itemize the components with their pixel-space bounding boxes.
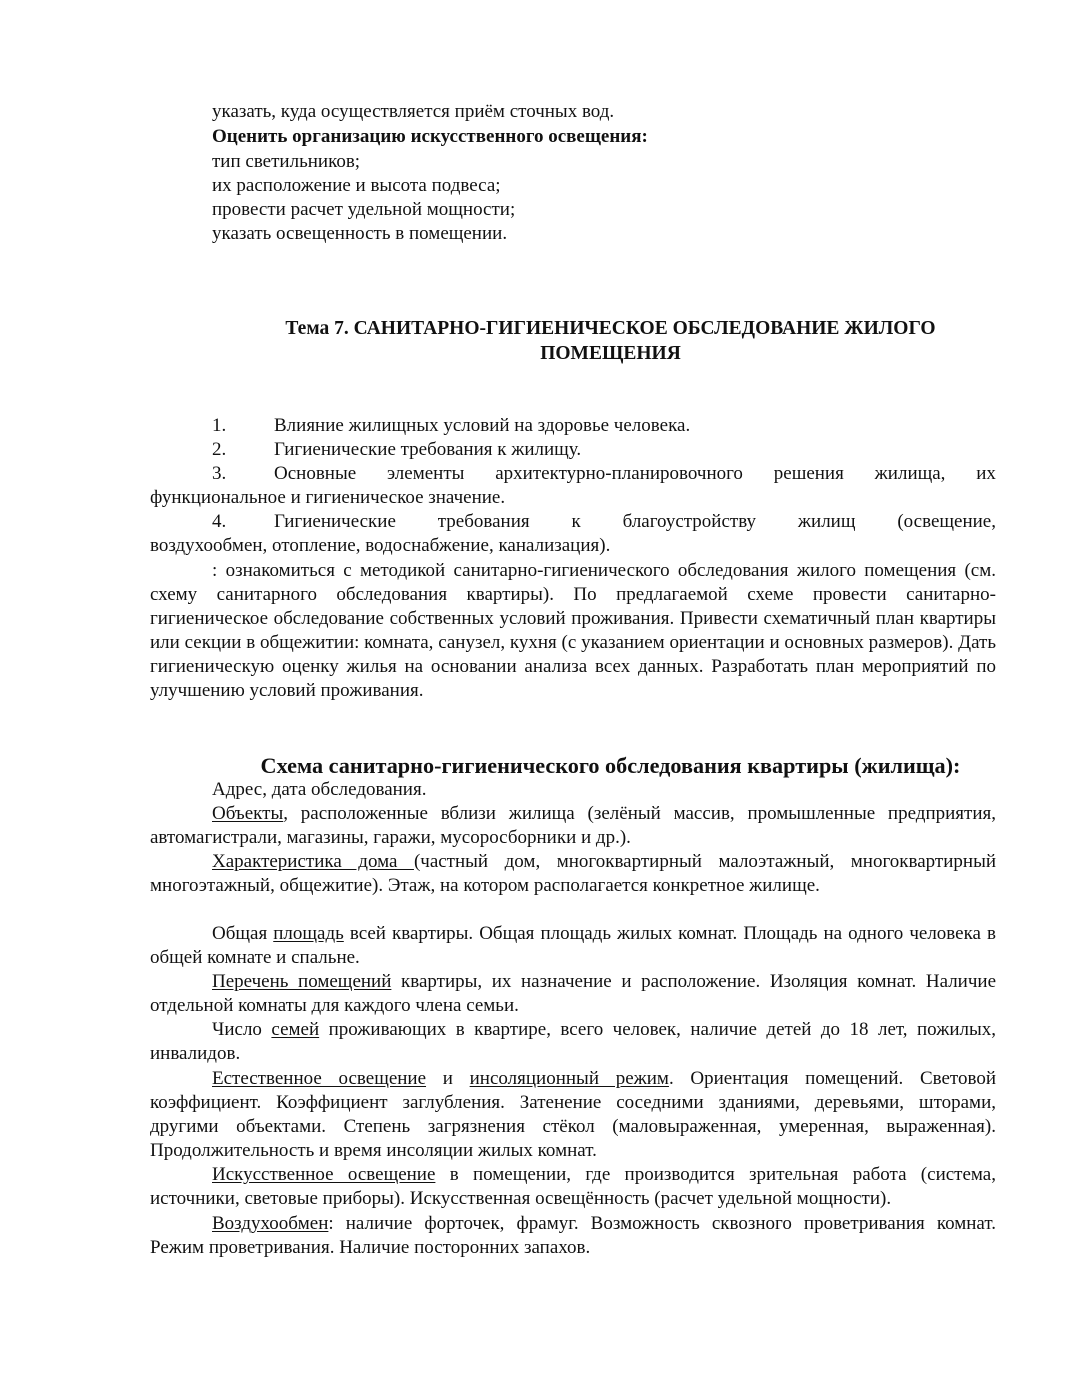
scheme-text: . Ориентация помещений. Световой коэффициент. Коэффициент заглубления. Затенение соседними зданиями, деревьями, шторами, другими объектами. Степень загрязнения стёкол (маловыраженная, умеренная, выраженная). Продолжительность и время инсоляции жилых комнат. xyxy=(150,1068,996,1161)
scheme-text: , расположенные вблизи жилища (зелёный массив, промышленные предприятия, автомагистрали, магазины, гаражи, мусоросборники и др.). xyxy=(150,803,996,848)
scheme-artificial-light xyxy=(150,1163,996,1211)
scheme-text: проживающих в квартире, всего человек, наличие детей до 18 лет, пожилых, инвалидов. xyxy=(150,1019,996,1064)
word: архитектурно-планировочного xyxy=(495,463,743,484)
list-text-cont: функциональное и гигиеническое значение. xyxy=(150,487,506,508)
list-item xyxy=(0,510,1071,558)
scheme-text: Общая xyxy=(212,923,274,944)
list-number: 2. xyxy=(212,439,227,460)
list-item xyxy=(0,414,1071,438)
term: площадь xyxy=(273,923,344,944)
scheme-air-exchange xyxy=(150,1212,996,1260)
text-line: указать освещенность в помещении. xyxy=(212,223,508,244)
word: Гигиенические xyxy=(274,511,396,532)
scheme-text: квартиры, их назначение и расположение. Изоляция комнат. Наличие отдельной комнаты для каждого члена семьи. xyxy=(150,971,996,1016)
word: Основные xyxy=(274,463,357,484)
scheme-house xyxy=(150,850,996,898)
scheme-text: в помещении, где производится зрительная работа (система, источники, световые приборы). Искусственная освещённость (расчет удельной мощности). xyxy=(150,1164,996,1209)
word: к xyxy=(571,511,581,532)
word: жилищ xyxy=(797,511,856,532)
scheme-objects xyxy=(150,802,996,850)
scheme-text: Число xyxy=(212,1019,272,1040)
term: Характеристика дома xyxy=(212,851,414,872)
scheme-area xyxy=(150,922,996,970)
text-line: провести расчет удельной мощности; xyxy=(212,199,516,220)
text-line: их расположение и высота подвеса; xyxy=(212,175,501,196)
term: семей xyxy=(271,1019,320,1040)
term: Искусственное освещение xyxy=(212,1164,436,1185)
term: Воздухообмен xyxy=(212,1213,329,1234)
scheme-families xyxy=(150,1018,996,1066)
list-item xyxy=(0,462,1071,510)
term: Объекты xyxy=(212,803,284,824)
list-number: 4. xyxy=(212,511,227,532)
text-line: указать, куда осуществляется приём сточных вод. xyxy=(212,101,615,122)
topic-title xyxy=(150,316,1071,366)
word: элементы xyxy=(387,463,465,484)
topic-title-line: ПОМЕЩЕНИЯ xyxy=(540,343,681,364)
list-number: 1. xyxy=(212,415,227,436)
word: требования xyxy=(437,511,530,532)
list-item xyxy=(0,438,1071,462)
term: Естественное освещение xyxy=(212,1068,427,1089)
scheme-title: Схема санитарно-гигиенического обследования квартиры (жилища): xyxy=(260,753,961,778)
word: жилища, xyxy=(874,463,946,484)
list-text: Гигиенические требования к жилищу. xyxy=(274,439,582,460)
list-text: Влияние жилищных условий на здоровье человека. xyxy=(274,415,691,436)
scheme-rooms xyxy=(150,970,996,1018)
list-text xyxy=(274,462,996,486)
word: благоустройству xyxy=(622,511,757,532)
list-text-cont: воздухообмен, отопление, водоснабжение, канализация). xyxy=(150,535,611,556)
topic-title-line: Тема 7. САНИТАРНО-ГИГИЕНИЧЕСКОЕ ОБСЛЕДОВАНИЕ ЖИЛОГО xyxy=(285,318,936,339)
scheme-text: : наличие форточек, фрамуг. Возможность сквозного проветривания комнат. Режим проветривания. Наличие посторонних запахов. xyxy=(150,1213,996,1258)
section-heading: Оценить организацию искусственного освещения: xyxy=(212,126,648,147)
term: Перечень помещений xyxy=(212,971,392,992)
scheme-text: (частный дом, многоквартирный малоэтажный, многоквартирный многоэтажный, общежитие). Этаж, на котором располагается конкретное жилище. xyxy=(150,851,996,896)
scheme-text: всей квартиры. Общая площадь жилых комнат. Площадь на одного человека в общей комнате и спальне. xyxy=(150,923,996,968)
word: их xyxy=(976,463,996,484)
scheme-text: и xyxy=(426,1068,470,1089)
task-paragraph xyxy=(150,559,996,703)
list-text xyxy=(274,510,996,534)
term: инсоляционный режим xyxy=(469,1068,669,1089)
word: (освещение, xyxy=(897,511,996,532)
scheme-natural-light xyxy=(150,1067,996,1163)
text-line: тип светильников; xyxy=(212,151,361,172)
word: решения xyxy=(773,463,844,484)
task-prefix: : xyxy=(212,560,218,581)
scheme-address: Адрес, дата обследования. xyxy=(212,779,427,800)
task-text: ознакомиться с методикой санитарно-гигиенического обследования жилого помещения (см. схему санитарного обследования квартиры). По предлагаемой схеме провести санитарно-гигиеническое обследование собственных условий проживания. Привести схематичный план квартиры или секции в общежитии: комната, санузел, кухня (с указанием ориентации и основных размеров). Дать гигиеническую оценку жилья на основании анализа всех данных. Разработать план мероприятий по улучшению условий проживания. xyxy=(150,560,996,701)
list-number: 3. xyxy=(212,463,227,484)
